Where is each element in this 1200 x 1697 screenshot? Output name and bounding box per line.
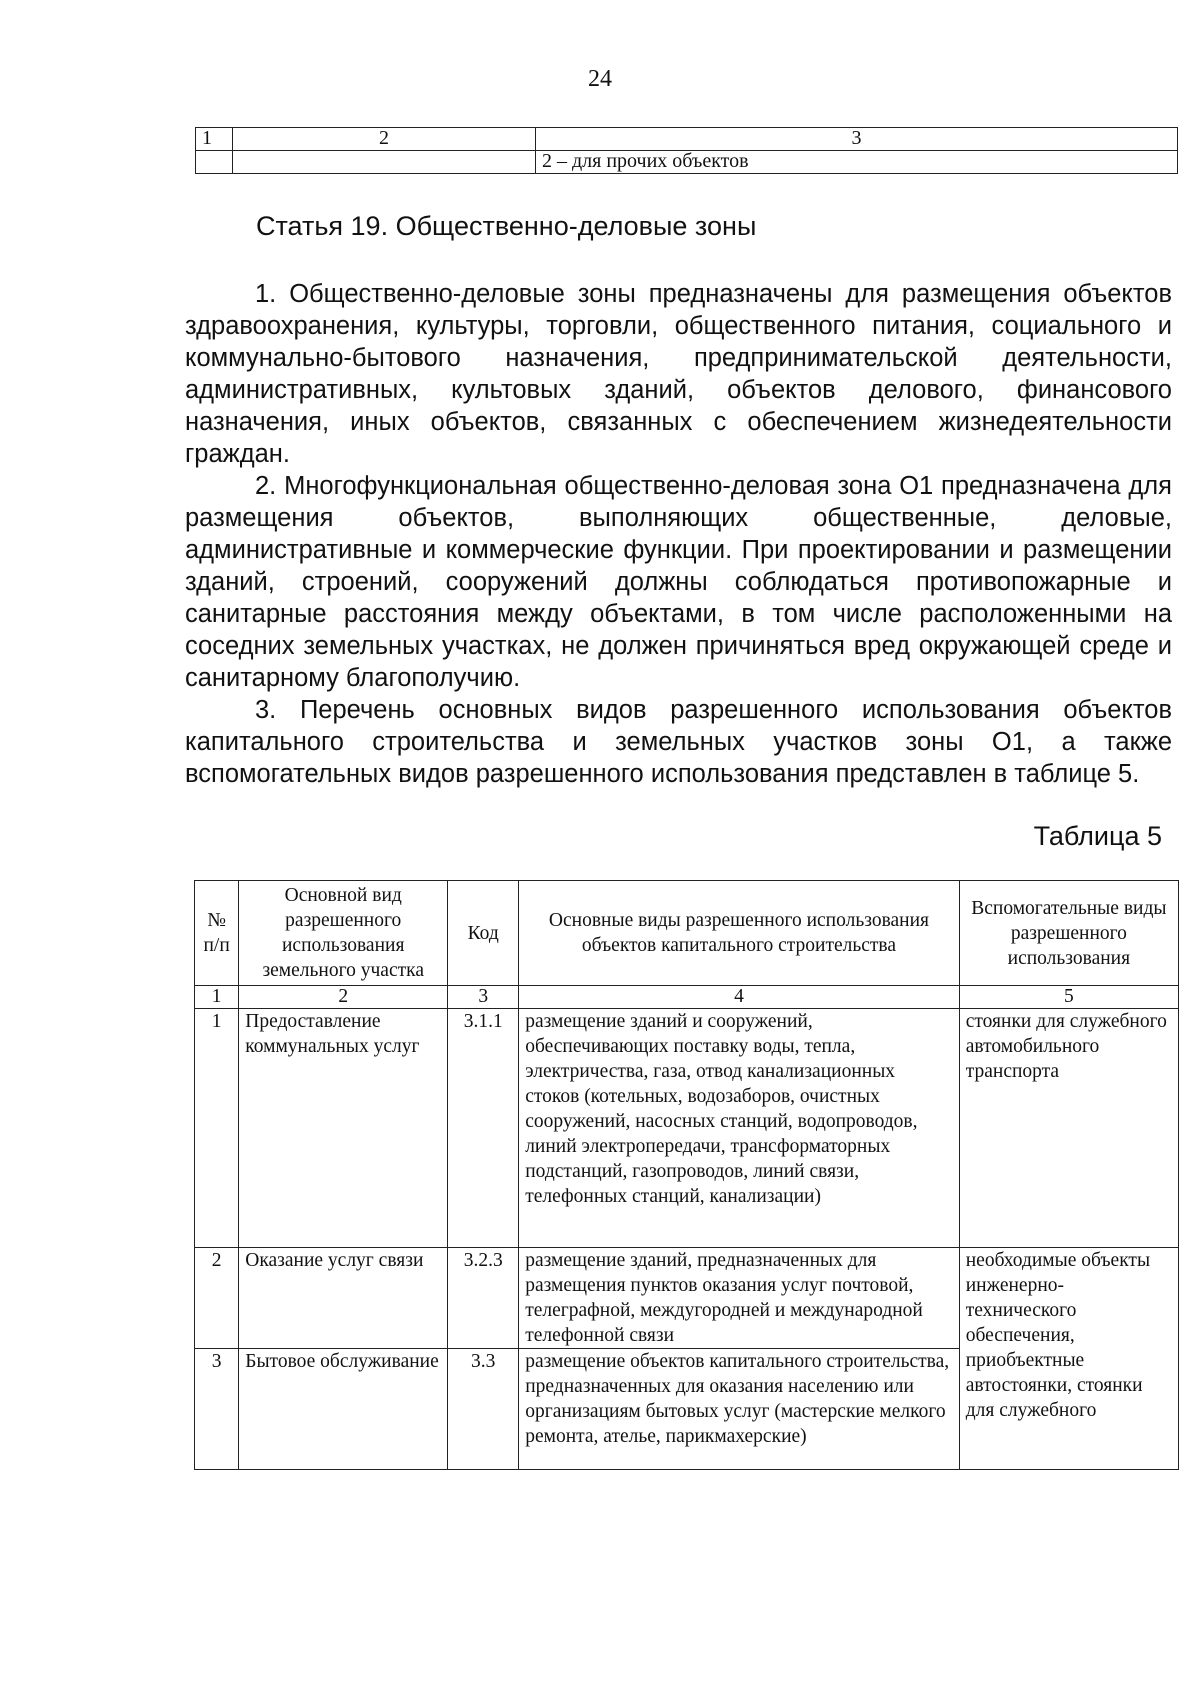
continued-table xyxy=(195,127,1178,174)
header-kind: Основной вид разрешенного использования земельного участка xyxy=(239,881,448,986)
paragraph-1 xyxy=(185,278,1172,470)
page-number: 24 xyxy=(588,66,612,92)
continued-col-1: 1 xyxy=(196,128,233,151)
row-auxiliary: стоянки для служебного автомобильного транспорта xyxy=(959,1009,1178,1248)
table-row xyxy=(195,1009,1179,1248)
row-kind: Предоставление коммунальных услуг xyxy=(239,1009,448,1248)
paragraph-1-text: 1. Общественно-деловые зоны предназначены для размещения объектов здравоохранения, культуры, торговли, общественного питания, социального и коммунально-бытового назначения, предпринимательской деятельности, административных, культовых зданий, объектов делового, финансового назначения, иных объектов, связанных с обеспечением жизнедеятельности граждан. xyxy=(185,280,1172,468)
paragraph-3-text: 3. Перечень основных видов разрешенного использования объектов капитального строительства и земельных участков зоны О1, а также вспомогательных видов разрешенного использования представлен в таблице 5. xyxy=(185,696,1172,788)
header-code: Код xyxy=(448,881,519,986)
row-kind: Бытовое обслуживание xyxy=(239,1349,448,1470)
row-description: размещение объектов капитального строительства, предназначенных для оказания населению или организациям бытовых услуг (мастерские мелкого ремонта, ателье, парикмахерские) xyxy=(519,1349,960,1470)
paragraph-2 xyxy=(185,470,1172,694)
continued-table-header-row xyxy=(196,128,1178,151)
column-number: 2 xyxy=(239,986,448,1009)
row-kind: Оказание услуг связи xyxy=(239,1248,448,1349)
header-auxiliary: Вспомогательные виды разрешенного использования xyxy=(959,881,1178,986)
table-header-row xyxy=(195,881,1179,986)
row-code: 3.3 xyxy=(448,1349,519,1470)
article-title: Статья 19. Общественно-деловые зоны xyxy=(256,211,757,241)
permitted-use-table xyxy=(194,880,1179,1470)
row-description: размещение зданий и сооружений, обеспечивающих поставку воды, тепла, электричества, газа, отвод канализационных стоков (котельных, водозаборов, очистных сооружений, насосных станций, водопроводов, линий электропередачи, трансформаторных подстанций, газопроводов, линий связи, телефонных станций, канализации) xyxy=(519,1009,960,1248)
column-number: 5 xyxy=(959,986,1178,1009)
table-caption: Таблица 5 xyxy=(1033,821,1162,851)
row-num: 2 xyxy=(195,1248,239,1349)
continued-col-3: 3 xyxy=(536,128,1178,151)
continued-col-2: 2 xyxy=(233,128,536,151)
row-description: размещение зданий, предназначенных для размещения пунктов оказания услуг почтовой, телеграфной, междугородней и международной телефонной связи xyxy=(519,1248,960,1349)
continued-cell-2 xyxy=(233,151,536,174)
row-num: 1 xyxy=(195,1009,239,1248)
column-number: 4 xyxy=(519,986,960,1009)
row-code: 3.2.3 xyxy=(448,1248,519,1349)
header-num: № п/п xyxy=(195,881,239,986)
row-auxiliary: необходимые объекты инженерно-технического обеспечения, приобъектные автостоянки, стоянки для служебного xyxy=(959,1248,1178,1470)
row-code: 3.1.1 xyxy=(448,1009,519,1248)
continued-cell-1 xyxy=(196,151,233,174)
paragraph-3 xyxy=(185,694,1172,790)
table-row xyxy=(195,1248,1179,1349)
row-num: 3 xyxy=(195,1349,239,1470)
column-number: 1 xyxy=(195,986,239,1009)
paragraph-2-text: 2. Многофункциональная общественно-деловая зона О1 предназначена для размещения объектов, выполняющих общественные, деловые, административные и коммерческие функции. При проектировании и размещении зданий, строений, сооружений должны соблюдаться противопожарные и санитарные расстояния между объектами, в том числе расположенными на соседних земельных участках, не должен причиняться вред окружающей среде и санитарному благополучию. xyxy=(185,472,1172,692)
column-number-row xyxy=(195,986,1179,1009)
header-description: Основные виды разрешенного использования объектов капитального строительства xyxy=(519,881,960,986)
column-number: 3 xyxy=(448,986,519,1009)
continued-cell-3: 2 – для прочих объектов xyxy=(536,151,1178,174)
continued-table-row xyxy=(196,151,1178,174)
